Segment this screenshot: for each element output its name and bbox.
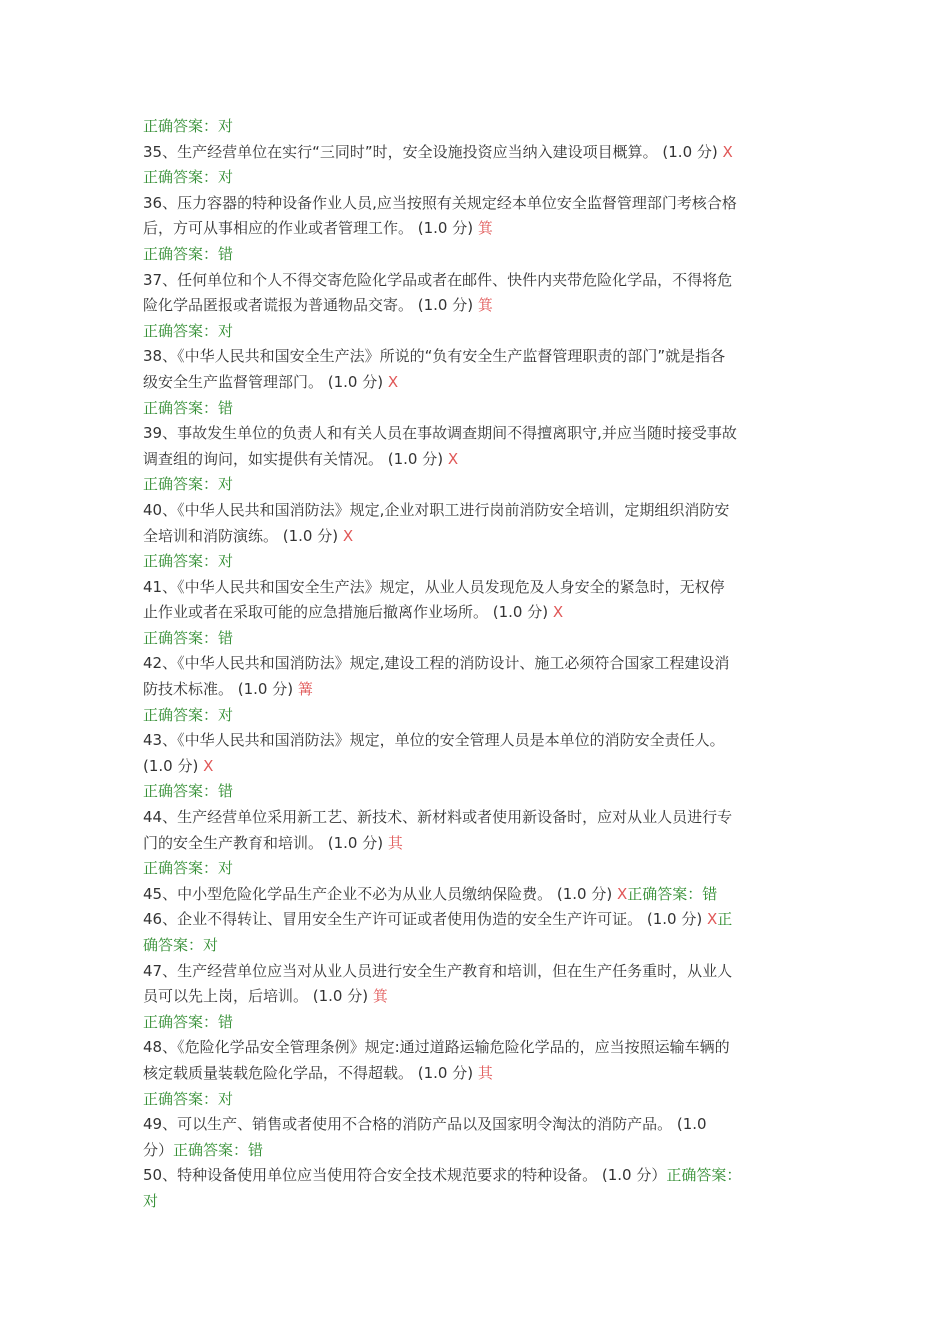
question-text: 核定载质量装载危险化学品，不得超载。 (1.0 分): [143, 1063, 478, 1082]
wrong-mark: X: [342, 526, 354, 545]
question-49: 49、可以生产、销售或者使用不合格的消防产品以及国家明令淘汰的消防产品。 (1.0: [143, 1115, 707, 1134]
question-text: 45、中小型危险化学品生产企业不必为从业人员缴纳保险费。 (1.0 分): [143, 884, 617, 903]
question-36: 36、压力容器的特种设备作业人员,应当按照有关规定经本单位安全监督管理部门考核合格: [143, 193, 737, 212]
question-50: [143, 1163, 815, 1189]
question-44: 44、生产经营单位采用新工艺、新技术、新材料或者使用新设备时，应对从业人员进行专: [143, 808, 733, 827]
answer-inline: 正确答案：: [666, 1166, 742, 1185]
question-text: 险化学品匿报或者谎报为普通物品交寄。 (1.0 分): [143, 296, 478, 315]
question-text: 调查组的询问，如实提供有关情况。 (1.0 分): [143, 449, 448, 468]
question-35: [143, 140, 815, 166]
question-37: 37、任何单位和个人不得交寄危险化学品或者在邮件、快件内夹带危险化学品，不得将危: [143, 270, 733, 289]
question-text: 35、生产经营单位在实行“三同时”时，安全设施投资应当纳入建设项目概算。 (1.0 分): [143, 142, 723, 161]
question-38: 38、《中华人民共和国安全生产法》所说的“负有安全生产监督管理职责的部门”就是指各: [143, 347, 726, 366]
question-41: 41、《中华人民共和国安全生产法》规定，从业人员发现危及人身安全的紧急时，无权停: [143, 577, 725, 596]
wrong-mark: X: [387, 372, 399, 391]
question-48: 48、《危险化学品安全管理条例》规定:通过道路运输危险化学品的，应当按照运输车辆的: [143, 1038, 730, 1057]
answer-line: 对: [143, 1191, 159, 1210]
answer-inline: 正确答案：错: [627, 884, 718, 903]
question-text: 分）: [143, 1140, 174, 1159]
wrong-mark: 篝: [297, 680, 313, 699]
wrong-mark: 其: [387, 833, 403, 852]
question-40: 40、《中华人民共和国消防法》规定,企业对职工进行岗前消防安全培训，定期组织消防安: [143, 500, 730, 519]
wrong-mark: X: [706, 910, 718, 929]
wrong-mark: X: [616, 884, 628, 903]
question-text: 止作业或者在采取可能的应急措施后撤离作业场所。 (1.0 分): [143, 603, 553, 622]
question-text: 50、特种设备使用单位应当使用符合安全技术规范要求的特种设备。 (1.0 分）: [143, 1166, 667, 1185]
answer-line: 正确答案：对: [143, 168, 234, 187]
wrong-mark: X: [447, 449, 459, 468]
question-text: 门的安全生产教育和培训。 (1.0 分): [143, 833, 388, 852]
answer-line: 正确答案：错: [143, 244, 234, 263]
wrong-mark: X: [722, 142, 733, 161]
answer-line: 正确答案：错: [143, 782, 234, 801]
answer-inline: 正确答案：错: [173, 1140, 264, 1159]
wrong-mark: 箕: [477, 296, 493, 315]
answer-line: 确答案：对: [143, 936, 219, 954]
answer-line: 正确答案：错: [143, 398, 234, 417]
question-42: 42、《中华人民共和国消防法》规定,建设工程的消防设计、施工必须符合国家工程建设消: [143, 654, 730, 673]
document-body: [143, 114, 815, 1215]
answer-line: 正确答案：对: [143, 705, 234, 724]
wrong-mark: 其: [477, 1063, 493, 1082]
question-text: 后，方可从事相应的作业或者管理工作。 (1.0 分): [143, 219, 478, 238]
question-text: 全培训和消防演练。 (1.0 分): [143, 526, 343, 545]
wrong-mark: 箕: [477, 219, 493, 238]
question-text: (1.0 分): [143, 756, 204, 775]
question-text: 46、企业不得转让、冒用安全生产许可证或者使用伪造的安全生产许可证。 (1.0 分): [143, 910, 707, 929]
answer-line: 正确答案：对: [143, 552, 234, 571]
answer-line: 正确答案：对: [143, 321, 234, 340]
wrong-mark: X: [552, 603, 564, 622]
wrong-mark: 箕: [372, 987, 388, 1006]
answer-line: 正确答案：对: [143, 475, 234, 494]
question-text: 防技术标准。 (1.0 分): [143, 680, 298, 699]
question-45: [143, 882, 815, 908]
answer-inline: 正: [717, 910, 733, 929]
question-text: 员可以先上岗，后培训。 (1.0 分): [143, 987, 373, 1006]
answer-line: 正确答案：对: [143, 117, 234, 135]
question-43: 43、《中华人民共和国消防法》规定，单位的安全管理人员是本单位的消防安全责任人。: [143, 731, 725, 750]
answer-line: 正确答案：对: [143, 1089, 234, 1108]
answer-line: 正确答案：错: [143, 628, 234, 647]
wrong-mark: X: [203, 756, 214, 775]
question-47: 47、生产经营单位应当对从业人员进行安全生产教育和培训，但在生产任务重时，从业人: [143, 961, 733, 980]
question-39: 39、事故发生单位的负责人和有关人员在事故调查期间不得擅离职守,并应当随时接受事故: [143, 424, 737, 443]
question-46: [143, 907, 815, 933]
question-text: 级安全生产监督管理部门。 (1.0 分): [143, 372, 388, 391]
answer-line: 正确答案：错: [143, 1012, 234, 1031]
answer-line: 正确答案：对: [143, 859, 234, 878]
